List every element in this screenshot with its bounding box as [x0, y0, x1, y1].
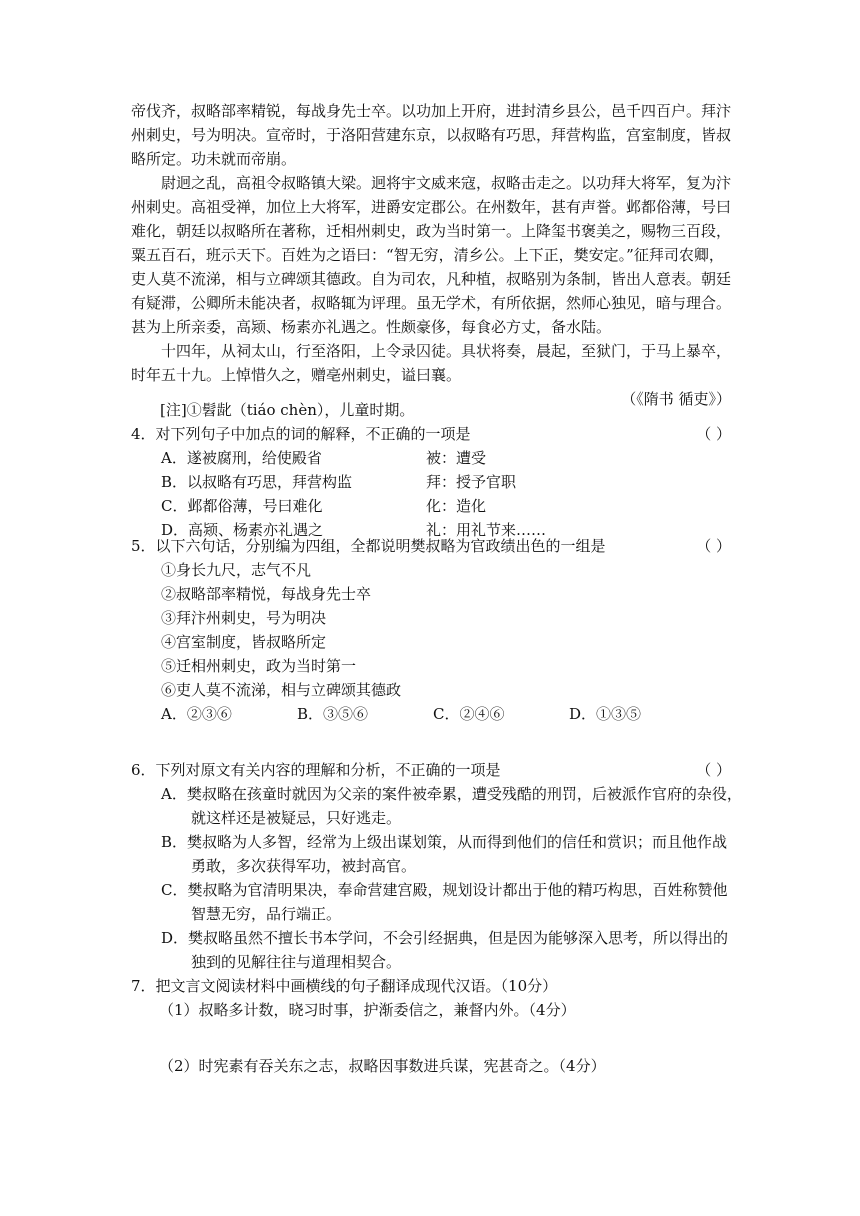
option-text: A．樊叔略在孩童时就因为父亲的案件被牵累，遭受残酷的刑罚，后被派作官府的杂役， — [161, 785, 742, 803]
sub-question-2: （2）时宪素有吞关东之志，叔略因事数进兵谋，宪甚奇之。（4分） — [159, 1057, 606, 1075]
question-4 — [131, 422, 731, 542]
passage-line: 略所定。功未就而帝崩。 — [131, 150, 297, 168]
option-text: C．邺都俗薄，号曰难化 — [161, 497, 323, 515]
passage-line: 州刺史，号为明决。宣帝时，于洛阳营建东京，以叔略有巧思，拜营构监，宫室制度，皆叔 — [131, 126, 732, 144]
question-stem: 4．对下列句子中加点的词的解释，不正确的一项是 — [131, 425, 471, 443]
question-7-part-2 — [131, 1054, 731, 1078]
option-explanation: 礼：用礼节来…… — [426, 521, 547, 539]
question-stem: 5．以下六句话，分别编为四组，全都说明樊叔略为官政绩出色的一组是 — [131, 537, 606, 555]
annotation-note: [注]①髫龀（tiáo chèn），儿童时期。 — [160, 401, 415, 419]
list-item: ②叔略部率精悦，每战身先士卒 — [161, 585, 372, 603]
option-b — [131, 830, 731, 878]
answer-choices — [131, 702, 731, 726]
option-a — [131, 446, 731, 470]
option-explanation: 被：遭受 — [426, 449, 487, 467]
passage-source: （《隋书 循吏》） — [621, 390, 731, 408]
choice-a: A．②③⑥ — [161, 705, 232, 723]
question-stem: 7．把文言文阅读材料中画横线的句子翻译成现代汉语。（10分） — [131, 977, 558, 995]
list-item: ④宫室制度，皆叔略所定 — [161, 633, 327, 651]
option-text: B．以叔略有巧思，拜营构监 — [161, 473, 353, 491]
question-6 — [131, 758, 742, 974]
option-text-continued: 就这样还是被疑忌，只好逃走。 — [191, 809, 402, 827]
option-text: A．遂被腐刑，给使殿省 — [161, 449, 322, 467]
question-title — [131, 422, 731, 446]
option-text-continued: 智慧无穷，品行端正。 — [191, 905, 342, 923]
option-text: D．樊叔略虽然不擅长书本学问，不会引经据典，但是因为能够深入思考，所以得出的 — [161, 929, 729, 947]
question-title — [131, 534, 731, 558]
option-text: B．樊叔略为人多智，经常为上级出谋划策，从而得到他们的信任和赏识；而且他作战 — [161, 833, 728, 851]
option-explanation: 拜：授予官职 — [426, 473, 517, 491]
list-item: ⑥吏人莫不流涕，相与立碑颂其德政 — [161, 681, 402, 699]
choice-b: B．③⑤⑥ — [297, 705, 369, 723]
list-item: ①身长九尺，志气不凡 — [161, 561, 312, 579]
passage-line: 州刺史。高祖受禅，加位上大将军，进爵安定郡公。在州数年，甚有声誉。邺都俗薄，号曰 — [131, 198, 732, 216]
passage-line: 粟五百石，班示天下。百姓为之语曰：“智无穷，清乡公。上下正，樊安定。”征拜司农卿， — [131, 246, 724, 264]
passage-line: 甚为上所亲委，高颎、杨素亦礼遇之。性颇豪侈，每食必方丈，备水陆。 — [131, 318, 612, 336]
option-text: C．樊叔略为官清明果决，奉命营建宫殿，规划设计都出于他的精巧构思，百姓称赞他 — [161, 881, 728, 899]
passage-line: 时年五十九。上悼惜久之，赠亳州刺史，谥曰襄。 — [131, 366, 462, 384]
option-b — [131, 470, 731, 494]
option-explanation: 化：造化 — [426, 497, 487, 515]
passage-line: 吏人莫不流涕，相与立碑颂其德政。自为司农，凡种植，叔略别为条制，皆出人意表。朝廷 — [131, 270, 732, 288]
question-5 — [131, 534, 731, 726]
answer-blank: （ ） — [696, 537, 731, 555]
passage — [131, 99, 731, 411]
option-text-continued: 勇敢，多次获得军功，被封高官。 — [191, 857, 417, 875]
option-c — [131, 878, 731, 926]
option-text-continued: 独到的见解往往与道理相契合。 — [191, 953, 402, 971]
list-item: ③拜汴州刺史，号为明决 — [161, 609, 327, 627]
passage-line: 难化，朝廷以叔略所在著称，迁相州刺史，政为当时第一。上降玺书褒美之，赐物三百段， — [131, 222, 732, 240]
passage-line: 尉迥之乱，高祖令叔略镇大梁。迥将宇文威来寇，叔略击走之。以功拜大将军，复为汴 — [161, 174, 732, 192]
option-text: D．高颎、杨素亦礼遇之 — [161, 521, 324, 539]
passage-line: 有疑滞，公卿所未能决者，叔略辄为评理。虽无学术，有所依据，然师心独见，暗与理合。 — [131, 294, 732, 312]
choice-c: C．②④⑥ — [433, 705, 505, 723]
option-c — [131, 494, 731, 518]
question-7 — [131, 974, 731, 1022]
question-title — [131, 758, 731, 782]
passage-line: 十四年，从祠太山，行至洛阳，上令录囚徒。具状将奏，晨起，至狱门，于马上暴卒， — [161, 342, 732, 360]
option-d — [131, 926, 731, 974]
answer-blank: （ ） — [696, 761, 731, 779]
option-a — [131, 782, 742, 830]
question-stem: 6．下列对原文有关内容的理解和分析，不正确的一项是 — [131, 761, 501, 779]
answer-blank: （ ） — [696, 425, 731, 443]
choice-d: D．①③⑤ — [569, 705, 642, 723]
passage-line: 帝伐齐，叔略部率精锐，每战身先士卒。以功加上开府，进封清乡县公，邑千四百户。拜汴 — [131, 102, 732, 120]
sub-question-1: （1）叔略多计数，晓习时事，护渐委信之，兼督内外。（4分） — [159, 1001, 576, 1019]
list-item: ⑤迁相州刺史，政为当时第一 — [161, 657, 357, 675]
